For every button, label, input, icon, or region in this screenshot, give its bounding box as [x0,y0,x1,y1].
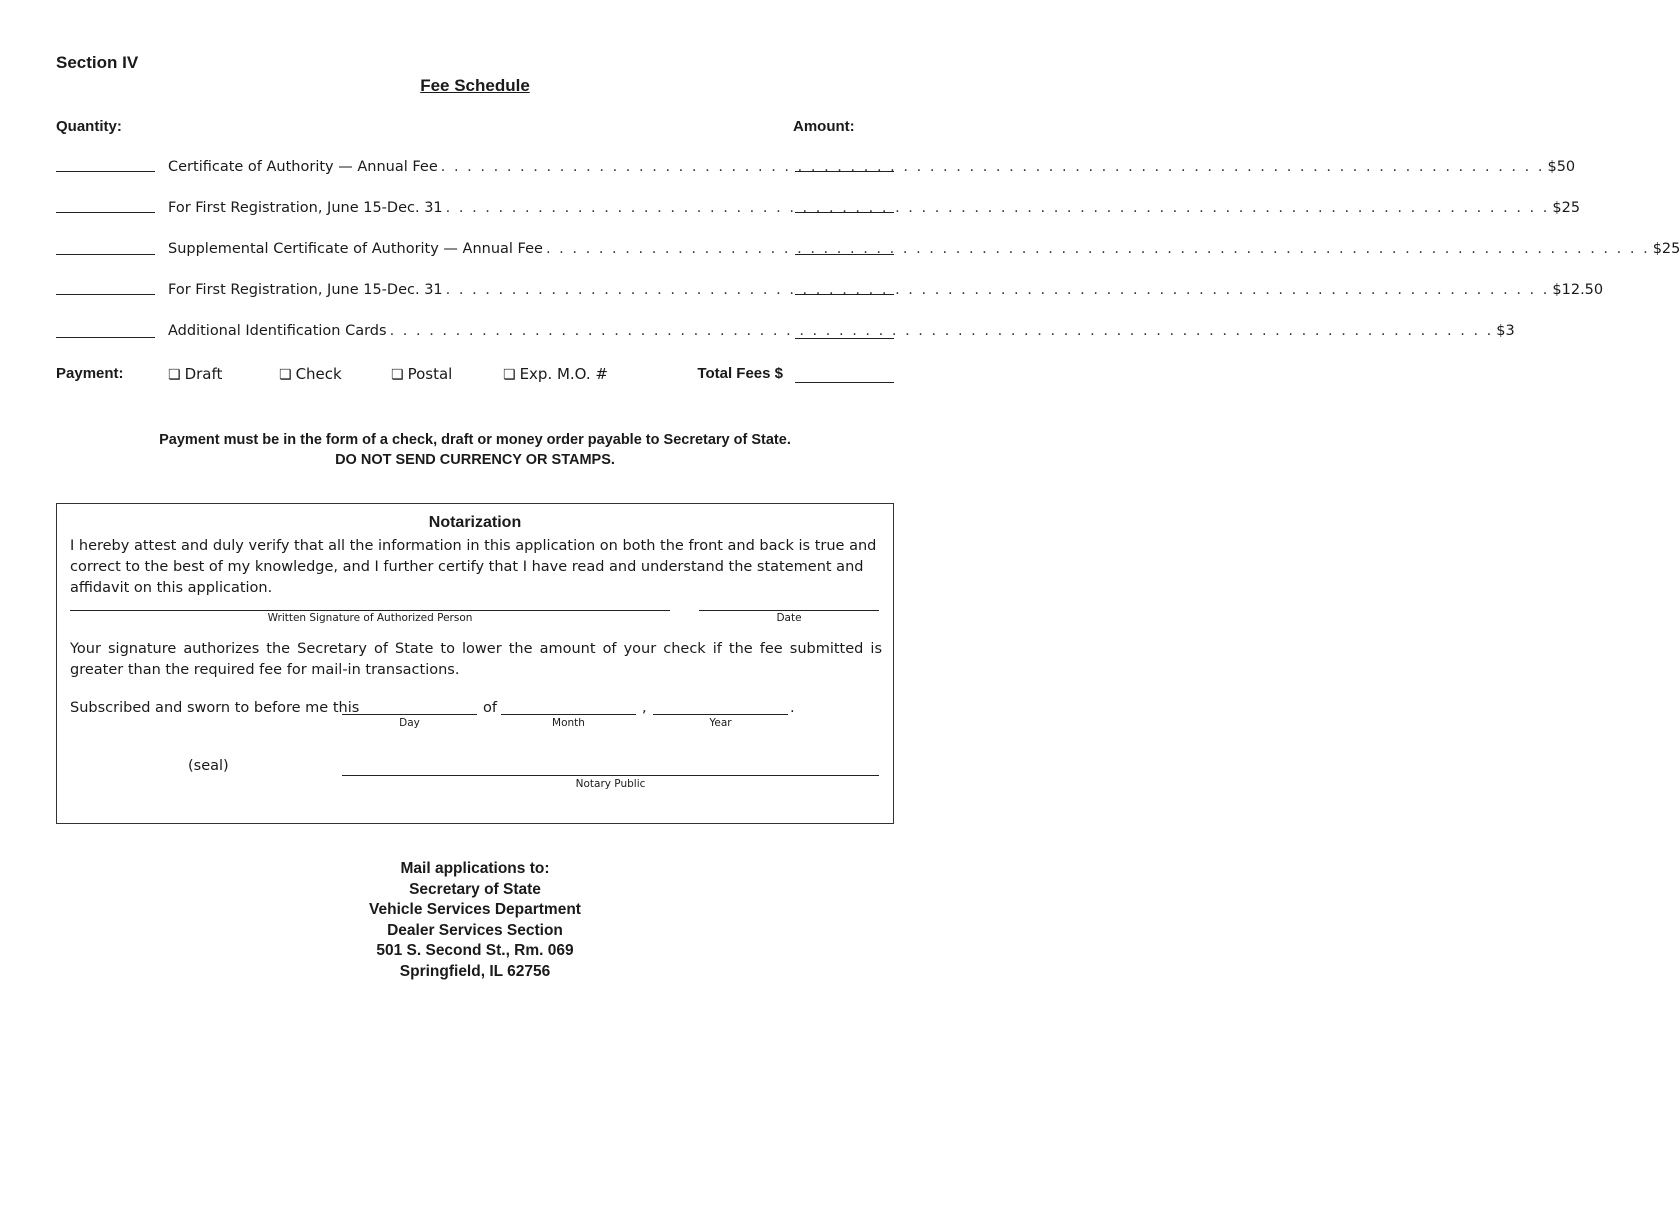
month-caption: Month [552,717,585,729]
page-title-text: Fee Schedule [420,76,530,95]
authorization-text: Your signature authorizes the Secretary of State to lower the amount of your check if the fee submitted is greater than the required fee for mail-in transactions. [70,641,882,678]
page-title [0,76,950,96]
fee-price: $25 [1652,241,1680,257]
fee-price: $25 [1552,200,1581,216]
signature-field[interactable] [70,610,670,611]
payment-option-draft[interactable] [168,365,222,383]
payment-option-label: Draft [184,365,223,383]
mailing-address [0,859,950,982]
leader-dots: . . . . . . . . . . . . . . . . . . . . . . . . . . . . . . . . . . . . . . . . . . . . . . . . . . . . . . . . . . . . . . . . . . . . . . . . . . . . . . . . . . . . [389,323,1494,339]
payment-option-label: Postal [407,365,453,383]
total-fees-label: Total Fees $ [697,365,783,382]
leader-dots: . . . . . . . . . . . . . . . . . . . . . . . . . . . . . . . . . . . . . . . . . . . . . . . . . . . . . . . . . . . . . . . . . . . . . . . . . . . . . . . . . . . . [445,200,1550,216]
fee-row-3 [168,241,1680,257]
quantity-field-5[interactable] [56,337,155,338]
amount-field-3[interactable] [795,254,894,255]
checkbox-icon[interactable]: ❏ [168,367,181,383]
payment-notice: Payment must be in the form of a check, draft or money order payable to Secretary of State. [159,432,791,448]
quantity-field-4[interactable] [56,294,155,295]
amount-field-5[interactable] [795,338,894,339]
amount-field-4[interactable] [795,294,894,295]
amount-field-2[interactable] [795,212,894,213]
payment-option-label: Exp. M.O. # [519,365,608,383]
total-fees-field[interactable] [795,382,894,383]
quantity-field-1[interactable] [56,171,155,172]
mail-line: Vehicle Services Department [369,901,581,918]
notary-caption: Notary Public [575,778,646,790]
signature-caption: Written Signature of Authorized Person [267,612,473,624]
checkbox-icon[interactable]: ❏ [503,367,516,383]
year-field[interactable] [653,714,788,715]
date-caption: Date [776,612,802,624]
mail-line: Secretary of State [409,880,541,898]
payment-option-express-money-order[interactable] [503,365,608,383]
payment-option-postal[interactable] [391,365,452,383]
payment-option-check[interactable] [279,365,342,383]
quantity-field-2[interactable] [56,212,155,213]
month-field[interactable] [501,714,636,715]
section-heading: Section IV [56,53,139,72]
leader-dots: . . . . . . . . . . . . . . . . . . . . . . . . . . . . . . . . . . . . . . . . . . . . . . . . . . . . . . . . . . . . . . . . . . . . . . . . . . . . . . . . . . . . [545,241,1650,257]
currency-warning: DO NOT SEND CURRENCY OR STAMPS. [335,452,615,468]
fee-row-2 [168,200,1581,216]
fee-price: $50 [1547,159,1576,175]
fee-label: Supplemental Certificate of Authority — Annual Fee [168,241,543,257]
attestation-text: I hereby attest and duly verify that all the information in this application on both the front and back is true and correct to the best of my knowledge, and I further certify that I have read and understand the statement and affidavit on this application. [70,538,877,596]
mail-line: 501 S. Second St., Rm. 069 [376,942,574,959]
fee-label: Additional Identification Cards [168,323,387,339]
leader-dots: . . . . . . . . . . . . . . . . . . . . . . . . . . . . . . . . . . . . . . . . . . . . . . . . . . . . . . . . . . . . . . . . . . . . . . . . . . . . . . . . . . . . [440,159,1545,175]
fee-row-1 [168,159,1576,175]
comma-text: , [642,700,647,716]
sworn-statement: Subscribed and sworn to before me this [70,700,360,716]
fee-label: For First Registration, June 15-Dec. 31 [168,282,443,298]
fee-row-4 [168,282,1604,298]
quantity-column-header: Quantity: [56,118,122,135]
quantity-field-3[interactable] [56,254,155,255]
amount-column-header: Amount: [793,118,855,135]
payment-option-label: Check [295,365,342,383]
year-caption: Year [709,717,732,729]
mail-line: Mail applications to: [400,860,550,877]
mail-line: Dealer Services Section [387,921,563,939]
day-caption: Day [399,717,420,729]
checkbox-icon[interactable]: ❏ [279,367,292,383]
fee-label: For First Registration, June 15-Dec. 31 [168,200,443,216]
day-field[interactable] [342,714,477,715]
notarization-title: Notarization [428,514,522,531]
date-field[interactable] [699,610,879,611]
seal-label: (seal) [188,758,229,774]
mail-line: Springfield, IL 62756 [399,962,551,980]
fee-price: $3 [1496,323,1515,339]
leader-dots: . . . . . . . . . . . . . . . . . . . . . . . . . . . . . . . . . . . . . . . . . . . . . . . . . . . . . . . . . . . . . . . . . . . . . . . . . . . . . . . . . . . . [445,282,1550,298]
of-text: of [483,700,497,716]
payment-label: Payment: [56,365,124,382]
period-text: . [790,700,795,716]
checkbox-icon[interactable]: ❏ [391,367,404,383]
notary-signature-field[interactable] [342,775,879,776]
fee-row-5 [168,323,1515,339]
fee-label: Certificate of Authority — Annual Fee [168,159,438,175]
fee-price: $12.50 [1552,282,1604,298]
amount-field-1[interactable] [795,171,894,172]
